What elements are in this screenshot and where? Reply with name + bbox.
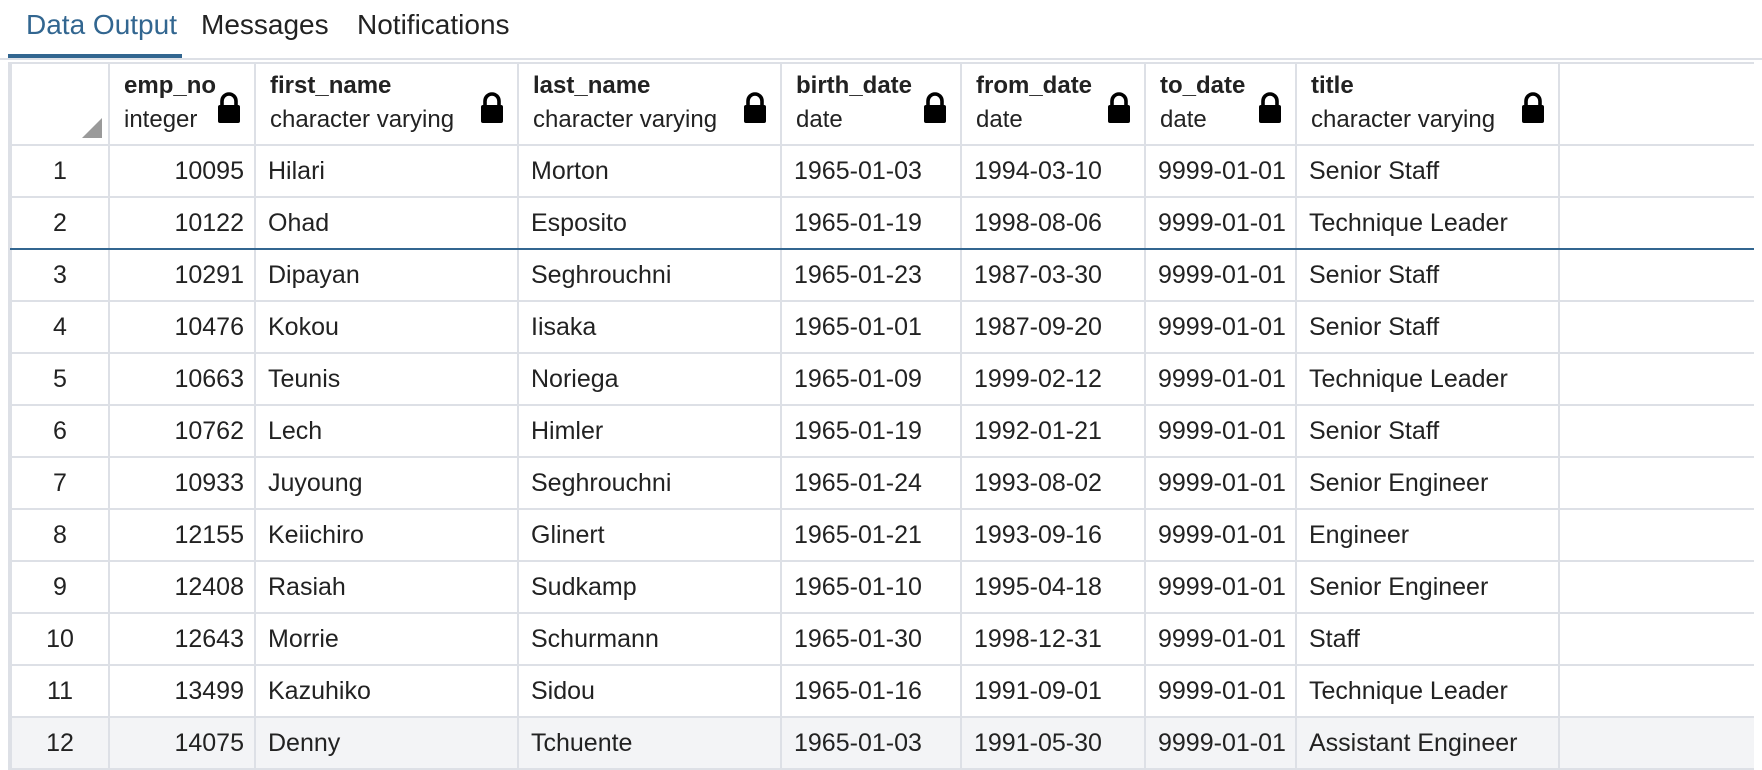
- cell-from-date[interactable]: 1999-02-12: [961, 353, 1145, 405]
- cell-first-name[interactable]: Denny: [255, 717, 518, 769]
- lock-icon: [922, 92, 948, 124]
- cell-emp-no[interactable]: 10762: [109, 405, 255, 457]
- cell-empty: [1559, 457, 1754, 509]
- cell-to-date[interactable]: 9999-01-01: [1145, 145, 1296, 197]
- lock-icon: [742, 92, 768, 124]
- table-row[interactable]: [11, 717, 1754, 769]
- cell-birth-date[interactable]: 1965-01-03: [781, 145, 961, 197]
- table-row[interactable]: [11, 561, 1754, 613]
- table-row[interactable]: [11, 353, 1754, 405]
- cell-emp-no[interactable]: 12643: [109, 613, 255, 665]
- cell-empty: [1559, 405, 1754, 457]
- cell-emp-no[interactable]: 12408: [109, 561, 255, 613]
- cell-empty: [1559, 249, 1754, 301]
- cell-title[interactable]: Technique Leader: [1296, 665, 1559, 717]
- results-table: [10, 62, 1754, 770]
- row-number[interactable]: 8: [11, 509, 109, 561]
- cell-to-date[interactable]: 9999-01-01: [1145, 457, 1296, 509]
- cell-first-name[interactable]: Hilari: [255, 145, 518, 197]
- cell-birth-date[interactable]: 1965-01-30: [781, 613, 961, 665]
- cell-last-name[interactable]: Noriega: [518, 353, 781, 405]
- cell-title[interactable]: Senior Staff: [1296, 301, 1559, 353]
- resize-corner-icon: [82, 118, 102, 138]
- column-type: integer: [124, 106, 198, 133]
- table-row[interactable]: [11, 665, 1754, 717]
- column-header-birth-date[interactable]: [781, 63, 961, 145]
- tab-messages[interactable]: Messages: [201, 9, 329, 40]
- column-type: date: [976, 106, 1023, 133]
- lock-icon: [479, 92, 505, 124]
- row-number[interactable]: 5: [11, 353, 109, 405]
- column-header-to-date[interactable]: [1145, 63, 1296, 145]
- row-number[interactable]: 11: [11, 665, 109, 717]
- grid-body: [11, 145, 1754, 769]
- cell-last-name[interactable]: Morton: [518, 145, 781, 197]
- cell-first-name[interactable]: Morrie: [255, 613, 518, 665]
- cell-first-name[interactable]: Lech: [255, 405, 518, 457]
- cell-first-name[interactable]: Dipayan: [255, 249, 518, 301]
- cell-to-date[interactable]: 9999-01-01: [1145, 405, 1296, 457]
- cell-empty: [1559, 145, 1754, 197]
- column-name: from_date: [976, 72, 1093, 99]
- cell-title[interactable]: Engineer: [1296, 509, 1559, 561]
- cell-last-name[interactable]: Himler: [518, 405, 781, 457]
- column-name: last_name: [533, 72, 651, 99]
- cell-first-name[interactable]: Keiichiro: [255, 509, 518, 561]
- lock-icon: [1520, 92, 1546, 124]
- column-header-last-name[interactable]: [518, 63, 781, 145]
- cell-empty: [1559, 509, 1754, 561]
- cell-to-date[interactable]: 9999-01-01: [1145, 717, 1296, 769]
- cell-emp-no[interactable]: 10291: [109, 249, 255, 301]
- cell-birth-date[interactable]: 1965-01-16: [781, 665, 961, 717]
- column-name: title: [1311, 72, 1354, 99]
- cell-emp-no[interactable]: 10663: [109, 353, 255, 405]
- select-all-corner[interactable]: [11, 63, 109, 145]
- cell-to-date[interactable]: 9999-01-01: [1145, 509, 1296, 561]
- lock-icon: [1106, 92, 1132, 124]
- cell-from-date[interactable]: 1995-04-18: [961, 561, 1145, 613]
- cell-last-name[interactable]: Glinert: [518, 509, 781, 561]
- cell-to-date[interactable]: 9999-01-01: [1145, 301, 1296, 353]
- cell-birth-date[interactable]: 1965-01-01: [781, 301, 961, 353]
- cell-from-date[interactable]: 1987-09-20: [961, 301, 1145, 353]
- cell-empty: [1559, 665, 1754, 717]
- column-type: character varying: [533, 106, 718, 133]
- row-number[interactable]: 4: [11, 301, 109, 353]
- cell-emp-no[interactable]: 12155: [109, 509, 255, 561]
- row-number[interactable]: 1: [11, 145, 109, 197]
- lock-icon: [1257, 92, 1283, 124]
- cell-title[interactable]: Technique Leader: [1296, 353, 1559, 405]
- row-number[interactable]: 6: [11, 405, 109, 457]
- header-row: [11, 63, 1754, 145]
- column-header-empty: [1559, 63, 1754, 145]
- table-row[interactable]: [11, 405, 1754, 457]
- cell-title[interactable]: Senior Engineer: [1296, 457, 1559, 509]
- column-name: first_name: [270, 72, 392, 99]
- cell-birth-date[interactable]: 1965-01-21: [781, 509, 961, 561]
- cell-to-date[interactable]: 9999-01-01: [1145, 353, 1296, 405]
- cell-emp-no[interactable]: 13499: [109, 665, 255, 717]
- column-header-title[interactable]: [1296, 63, 1559, 145]
- table-row[interactable]: [11, 301, 1754, 353]
- column-header-first-name[interactable]: [255, 63, 518, 145]
- cell-to-date[interactable]: 9999-01-01: [1145, 613, 1296, 665]
- cell-to-date[interactable]: 9999-01-01: [1145, 665, 1296, 717]
- cell-title[interactable]: Assistant Engineer: [1296, 717, 1559, 769]
- table-row[interactable]: [11, 197, 1754, 249]
- cell-birth-date[interactable]: 1965-01-10: [781, 561, 961, 613]
- cell-emp-no[interactable]: 10476: [109, 301, 255, 353]
- table-row[interactable]: [11, 613, 1754, 665]
- column-header-emp-no[interactable]: [109, 63, 255, 145]
- cell-last-name[interactable]: Sidou: [518, 665, 781, 717]
- cell-title[interactable]: Senior Staff: [1296, 145, 1559, 197]
- output-tab-bar: [0, 0, 1762, 60]
- cell-last-name[interactable]: Seghrouchni: [518, 249, 781, 301]
- cell-empty: [1559, 561, 1754, 613]
- cell-to-date[interactable]: 9999-01-01: [1145, 561, 1296, 613]
- lock-icon: [216, 92, 242, 124]
- cell-empty: [1559, 301, 1754, 353]
- cell-from-date[interactable]: 1992-01-21: [961, 405, 1145, 457]
- tab-notifications[interactable]: Notifications: [357, 9, 510, 40]
- cell-last-name[interactable]: Tchuente: [518, 717, 781, 769]
- cell-birth-date[interactable]: 1965-01-09: [781, 353, 961, 405]
- column-header-from-date[interactable]: [961, 63, 1145, 145]
- cell-empty: [1559, 613, 1754, 665]
- table-row[interactable]: [11, 509, 1754, 561]
- cell-birth-date[interactable]: 1965-01-19: [781, 405, 961, 457]
- table-row[interactable]: [11, 457, 1754, 509]
- cell-emp-no[interactable]: 10095: [109, 145, 255, 197]
- cell-from-date[interactable]: 1993-08-02: [961, 457, 1145, 509]
- cell-first-name[interactable]: Teunis: [255, 353, 518, 405]
- data-grid: [8, 62, 1754, 770]
- cell-first-name[interactable]: Kokou: [255, 301, 518, 353]
- column-type: character varying: [1311, 106, 1496, 133]
- cell-title[interactable]: Senior Engineer: [1296, 561, 1559, 613]
- row-number[interactable]: 9: [11, 561, 109, 613]
- tab-data-output[interactable]: Data Output: [8, 0, 182, 58]
- cell-from-date[interactable]: 1991-09-01: [961, 665, 1145, 717]
- cell-from-date[interactable]: 1991-05-30: [961, 717, 1145, 769]
- cell-last-name[interactable]: Iisaka: [518, 301, 781, 353]
- cell-from-date[interactable]: 1998-08-06: [961, 197, 1145, 249]
- cell-empty: [1559, 197, 1754, 249]
- cell-last-name[interactable]: Seghrouchni: [518, 457, 781, 509]
- cell-empty: [1559, 717, 1754, 769]
- cell-last-name[interactable]: Sudkamp: [518, 561, 781, 613]
- column-type: date: [1160, 106, 1207, 133]
- cell-emp-no[interactable]: 10122: [109, 197, 255, 249]
- row-number[interactable]: 7: [11, 457, 109, 509]
- cell-title[interactable]: Technique Leader: [1296, 197, 1559, 249]
- column-type: date: [796, 106, 843, 133]
- cell-title[interactable]: Staff: [1296, 613, 1559, 665]
- column-type: character varying: [270, 106, 455, 133]
- cell-birth-date[interactable]: 1965-01-03: [781, 717, 961, 769]
- cell-from-date[interactable]: 1987-03-30: [961, 249, 1145, 301]
- column-name: birth_date: [796, 72, 913, 99]
- cell-to-date[interactable]: 9999-01-01: [1145, 197, 1296, 249]
- cell-from-date[interactable]: 1993-09-16: [961, 509, 1145, 561]
- cell-first-name[interactable]: Kazuhiko: [255, 665, 518, 717]
- cell-birth-date[interactable]: 1965-01-23: [781, 249, 961, 301]
- cell-birth-date[interactable]: 1965-01-19: [781, 197, 961, 249]
- row-number[interactable]: 2: [11, 197, 109, 249]
- cell-title[interactable]: Senior Staff: [1296, 249, 1559, 301]
- cell-first-name[interactable]: Ohad: [255, 197, 518, 249]
- table-row[interactable]: [11, 145, 1754, 197]
- row-number[interactable]: 12: [11, 717, 109, 769]
- column-name: to_date: [1160, 72, 1246, 99]
- cell-emp-no[interactable]: 10933: [109, 457, 255, 509]
- cell-last-name[interactable]: Schurmann: [518, 613, 781, 665]
- cell-from-date[interactable]: 1998-12-31: [961, 613, 1145, 665]
- cell-birth-date[interactable]: 1965-01-24: [781, 457, 961, 509]
- cell-first-name[interactable]: Juyoung: [255, 457, 518, 509]
- cell-from-date[interactable]: 1994-03-10: [961, 145, 1145, 197]
- table-row[interactable]: [11, 249, 1754, 301]
- cell-first-name[interactable]: Rasiah: [255, 561, 518, 613]
- row-number[interactable]: 10: [11, 613, 109, 665]
- cell-to-date[interactable]: 9999-01-01: [1145, 249, 1296, 301]
- column-name: emp_no: [124, 72, 217, 99]
- cell-title[interactable]: Senior Staff: [1296, 405, 1559, 457]
- cell-empty: [1559, 353, 1754, 405]
- cell-last-name[interactable]: Esposito: [518, 197, 781, 249]
- cell-emp-no[interactable]: 14075: [109, 717, 255, 769]
- row-number[interactable]: 3: [11, 249, 109, 301]
